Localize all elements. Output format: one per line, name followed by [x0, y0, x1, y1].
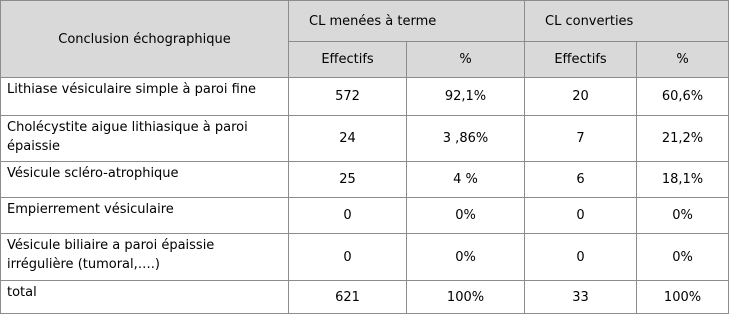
cell-effectifs-menees: 0 [289, 198, 407, 234]
row-label: Lithiase vésiculaire simple à paroi fine [1, 78, 289, 116]
cell-percent-menees: 92,1% [407, 78, 525, 116]
cell-percent-converties: 21,2% [637, 116, 729, 162]
table-row [1, 162, 729, 198]
table-row-total [1, 281, 729, 314]
row-label: Vésicule scléro-atrophique [1, 162, 289, 198]
subheader-percent-2: % [637, 42, 729, 78]
table-row [1, 234, 729, 281]
subheader-percent-1: % [407, 42, 525, 78]
cell-percent-converties: 100% [637, 281, 729, 314]
header-conclusion: Conclusion échographique [1, 1, 289, 78]
cell-effectifs-converties: 20 [525, 78, 637, 116]
cell-effectifs-converties: 0 [525, 198, 637, 234]
cell-percent-converties: 60,6% [637, 78, 729, 116]
row-label: total [1, 281, 289, 314]
cell-percent-menees: 0% [407, 198, 525, 234]
cell-effectifs-menees: 0 [289, 234, 407, 281]
cell-effectifs-converties: 6 [525, 162, 637, 198]
cell-effectifs-converties: 7 [525, 116, 637, 162]
cell-percent-converties: 0% [637, 234, 729, 281]
cell-percent-converties: 0% [637, 198, 729, 234]
table-row [1, 198, 729, 234]
table-row [1, 116, 729, 162]
cell-effectifs-menees: 572 [289, 78, 407, 116]
cell-percent-converties: 18,1% [637, 162, 729, 198]
header-cl-converties: CL converties [525, 1, 729, 42]
cell-effectifs-menees: 24 [289, 116, 407, 162]
cell-effectifs-converties: 33 [525, 281, 637, 314]
cell-effectifs-menees: 621 [289, 281, 407, 314]
row-label: Vésicule biliaire a paroi épaissie irrégulière (tumoral,….) [1, 234, 289, 281]
table-row [1, 78, 729, 116]
header-cl-menees: CL menées à terme [289, 1, 525, 42]
cell-effectifs-converties: 0 [525, 234, 637, 281]
cell-percent-menees: 0% [407, 234, 525, 281]
row-label: Empierrement vésiculaire [1, 198, 289, 234]
cell-effectifs-menees: 25 [289, 162, 407, 198]
row-label: Cholécystite aigue lithiasique à paroi épaissie [1, 116, 289, 162]
cell-percent-menees: 3 ,86% [407, 116, 525, 162]
subheader-effectifs-1: Effectifs [289, 42, 407, 78]
subheader-effectifs-2: Effectifs [525, 42, 637, 78]
cell-percent-menees: 4 % [407, 162, 525, 198]
cell-percent-menees: 100% [407, 281, 525, 314]
